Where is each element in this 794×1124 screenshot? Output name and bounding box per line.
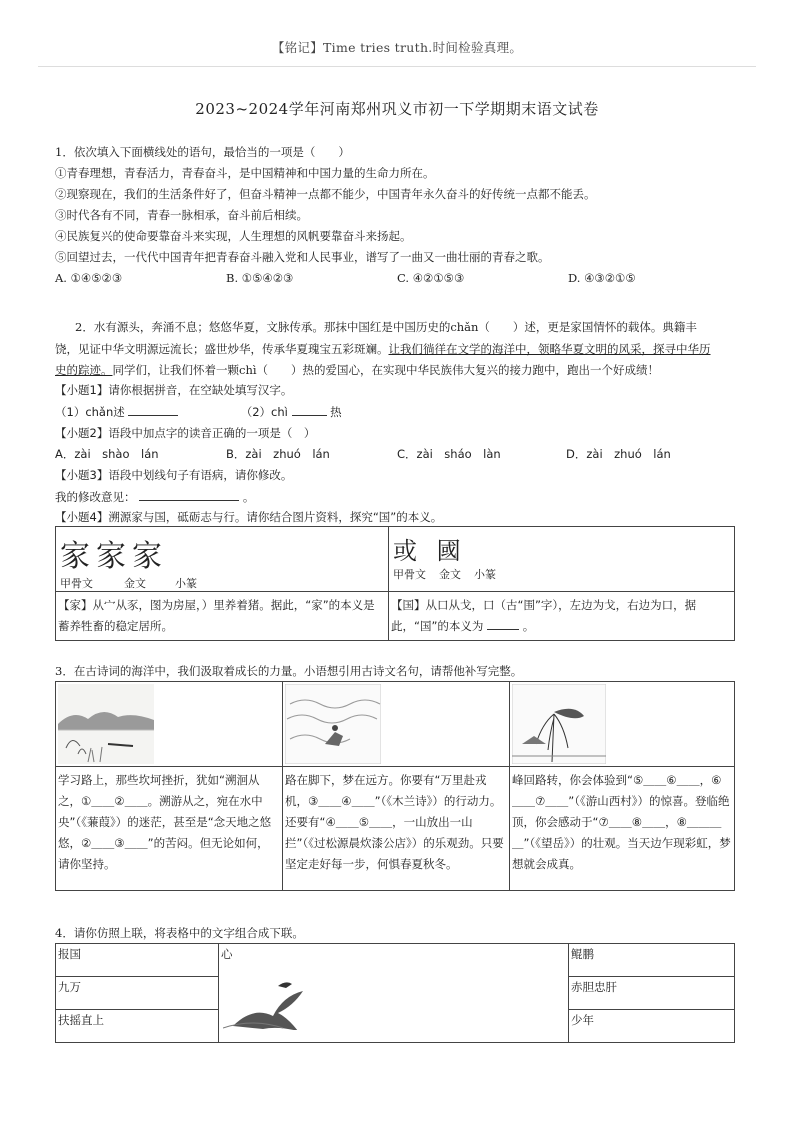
header-divider	[38, 66, 756, 67]
q2-sub2-option-a[interactable]: A．zài shào lán	[55, 447, 159, 461]
q3-passage-2: 路在脚下，梦在远方。你要有“万里赴戎机，③＿＿④＿＿”（《木兰诗》）的行动力。还要有“④＿＿⑤＿＿，一山放出一山拦”（《过松源晨炊漆公店》）的乐观劲。只要坚定走好每一步，何惧春夏秋冬。	[283, 767, 510, 891]
jia-ancient-glyphs: 家家家	[60, 539, 168, 574]
guo-captions	[393, 566, 730, 582]
horse-rider-painting-image	[285, 684, 381, 764]
q2-sub1-blanks	[55, 403, 342, 420]
q1-option-a[interactable]: A. ①④⑤②③	[55, 271, 123, 285]
q2-sub1b-label: （2）chì	[240, 405, 288, 419]
caption-oracle: 甲骨文	[60, 577, 93, 590]
q1-item: ②现察现在，我们的生活条件好了，但奋斗精神一点都不能少，中国青年永久奋斗的好传统一点都不能丢。	[55, 187, 596, 201]
q2-sub2-option-b[interactable]: B．zài zhuó lán	[226, 447, 330, 461]
q3-passage-3: 峰回路转，你会体验到“⑤＿＿⑥＿＿，⑥＿＿⑦＿＿”（《游山西村》）的惊喜。登临绝顶，你会感动于“⑦＿＿⑧＿＿，⑧＿＿＿＿”（《望岳》）的壮观。当天边乍现彩虹，梦想就会成真。	[510, 767, 735, 891]
lake-painting-image	[58, 684, 154, 764]
q2-sub3: 【小题3】语段中划线句子有语病，请你修改。	[55, 468, 293, 482]
q4-left-cell: 九万	[56, 977, 219, 1010]
q2-text: 饶，见证中华文明源远流长；盛世炒华，传承华夏瑰宝五彩斑斓。	[55, 342, 389, 356]
q2-paragraph-line: 2．水有源头，奔涌不息；悠悠华夏，文脉传承。那抹中国红是中国历史的chǎn（ ）述，更是家国情怀的载体。典籍丰	[75, 320, 697, 334]
eagle-image	[223, 966, 323, 1030]
q4-right-cell: 赤胆忠肝	[569, 977, 735, 1010]
q2-sub3-blank[interactable]	[139, 488, 239, 501]
page-title: 2023~2024学年河南郑州巩义市初一下学期期末语文试卷	[195, 100, 599, 118]
q2-sub3-end: 。	[242, 490, 255, 504]
q2-paragraph-line	[55, 341, 711, 357]
q3-image-cell	[510, 682, 735, 767]
q4-right-cell: 少年	[569, 1010, 735, 1043]
q1-item: ①青春理想，青春活力，青春奋斗，是中国精神和中国力量的生命力所在。	[55, 166, 435, 180]
caption-bronze: 金文	[124, 577, 146, 590]
q4-middle-word: 心	[221, 947, 233, 961]
guo-ancient-glyphs: 或 國	[393, 537, 467, 565]
q1-item: ④民族复兴的使命要靠奋斗来实现，人生理想的风帆要靠奋斗来扬起。	[55, 229, 412, 243]
guo-explanation	[389, 592, 735, 641]
guo-text: 【国】从口从戈，口（古“围”字），左边为戈，右边为口，据此，“国”的本义为	[391, 598, 697, 633]
q4-middle-cell	[219, 944, 569, 1043]
q4-couplet-table	[55, 943, 735, 1043]
jia-captions	[60, 575, 384, 591]
q2-sub2: 【小题2】语段中加点字的读音正确的一项是（ ）	[55, 426, 316, 440]
q4-left-cell: 扶摇直上	[56, 1010, 219, 1043]
q1-item: ③时代各有不同，青春一脉相承，奋斗前后相续。	[55, 208, 308, 222]
q1-option-c[interactable]: C. ④②①⑤③	[397, 271, 465, 285]
q4-stem: 4．请你仿照上联，将表格中的文字组合成下联。	[55, 926, 304, 940]
q3-passage-1: 学习路上，那些坎坷挫折，犹如“溯洄从之，①＿＿②＿＿。溯游从之，宛在水中央”（《蒹葭》）的迷茫，甚至是“念天地之悠悠，②＿＿③＿＿”的苦闷。但无论如何，请你坚持。	[56, 767, 283, 891]
caption-oracle: 甲骨文	[393, 568, 426, 581]
q2-sub4: 【小题4】溯源家与国，砥砺志与行。请你结合图片资料，探究“国”的本义。	[55, 510, 443, 524]
caption-seal: 小篆	[175, 577, 197, 590]
willow-village-painting-image	[512, 684, 606, 764]
q4-left-cell: 报国	[56, 944, 219, 977]
caption-bronze: 金文	[439, 568, 461, 581]
q3-image-cell	[283, 682, 510, 767]
q2-origin-table	[55, 526, 735, 641]
q2-sub2-option-d[interactable]: D．zài zhuó lán	[566, 447, 671, 461]
q2-sub1: 【小题1】请你根据拼音，在空缺处填写汉字。	[55, 383, 293, 397]
q2-text: 同学们，让我们怀着一颗chì（ ）热的爱国心，在实现中华民族伟大复兴的接力跑中，跑出一个好成绩！	[112, 363, 660, 377]
caption-seal: 小篆	[474, 568, 496, 581]
q2-sub2-option-c[interactable]: C．zài sháo làn	[397, 447, 501, 461]
q1-option-b[interactable]: B. ①⑤④②③	[226, 271, 294, 285]
guo-blank[interactable]	[487, 617, 519, 630]
guo-end: 。	[522, 619, 535, 633]
q2-sub1a-label: （1）chǎn述	[55, 405, 125, 419]
q3-image-cell	[56, 682, 283, 767]
q3-table	[55, 681, 735, 891]
q1-stem: 1．依次填入下面横线处的语句，最恰当的一项是（ ）	[55, 145, 350, 159]
q2-sub1a-blank[interactable]	[128, 403, 178, 416]
q4-right-cell: 鲲鹏	[569, 944, 735, 977]
q2-underlined-sentence: 让我们徜徉在文学的海洋中，领略华夏文明的风采，探寻中华历	[388, 342, 711, 356]
q1-item: ⑤回望过去，一代代中国青年把青春奋斗融入党和人民事业，谱写了一曲又一曲壮丽的青春之歌。	[55, 250, 550, 264]
jia-glyph-cell	[56, 527, 389, 592]
q1-option-d[interactable]: D. ④③②①⑤	[568, 271, 636, 285]
q2-sub3-answer	[55, 488, 254, 505]
q2-paragraph-line	[55, 362, 659, 378]
guo-glyph-cell	[389, 527, 735, 592]
q2-sub1b-tail: 热	[330, 405, 342, 419]
q3-stem: 3．在古诗词的海洋中，我们汲取着成长的力量。小语想引用古诗文名句，请帮他补写完整。	[55, 664, 523, 678]
header-motto: 【铭记】Time tries truth.时间检验真理。	[271, 40, 523, 55]
q2-sub3-label: 我的修改意见：	[55, 490, 136, 504]
jia-explanation: 【家】从宀从豕，图为房屋，）里养着猪。据此，“家”的本义是蓄养牲畜的稳定居所。	[56, 592, 389, 641]
q2-underlined-sentence: 史的踪迹。	[55, 363, 113, 377]
q2-sub1b-blank[interactable]	[292, 403, 327, 416]
